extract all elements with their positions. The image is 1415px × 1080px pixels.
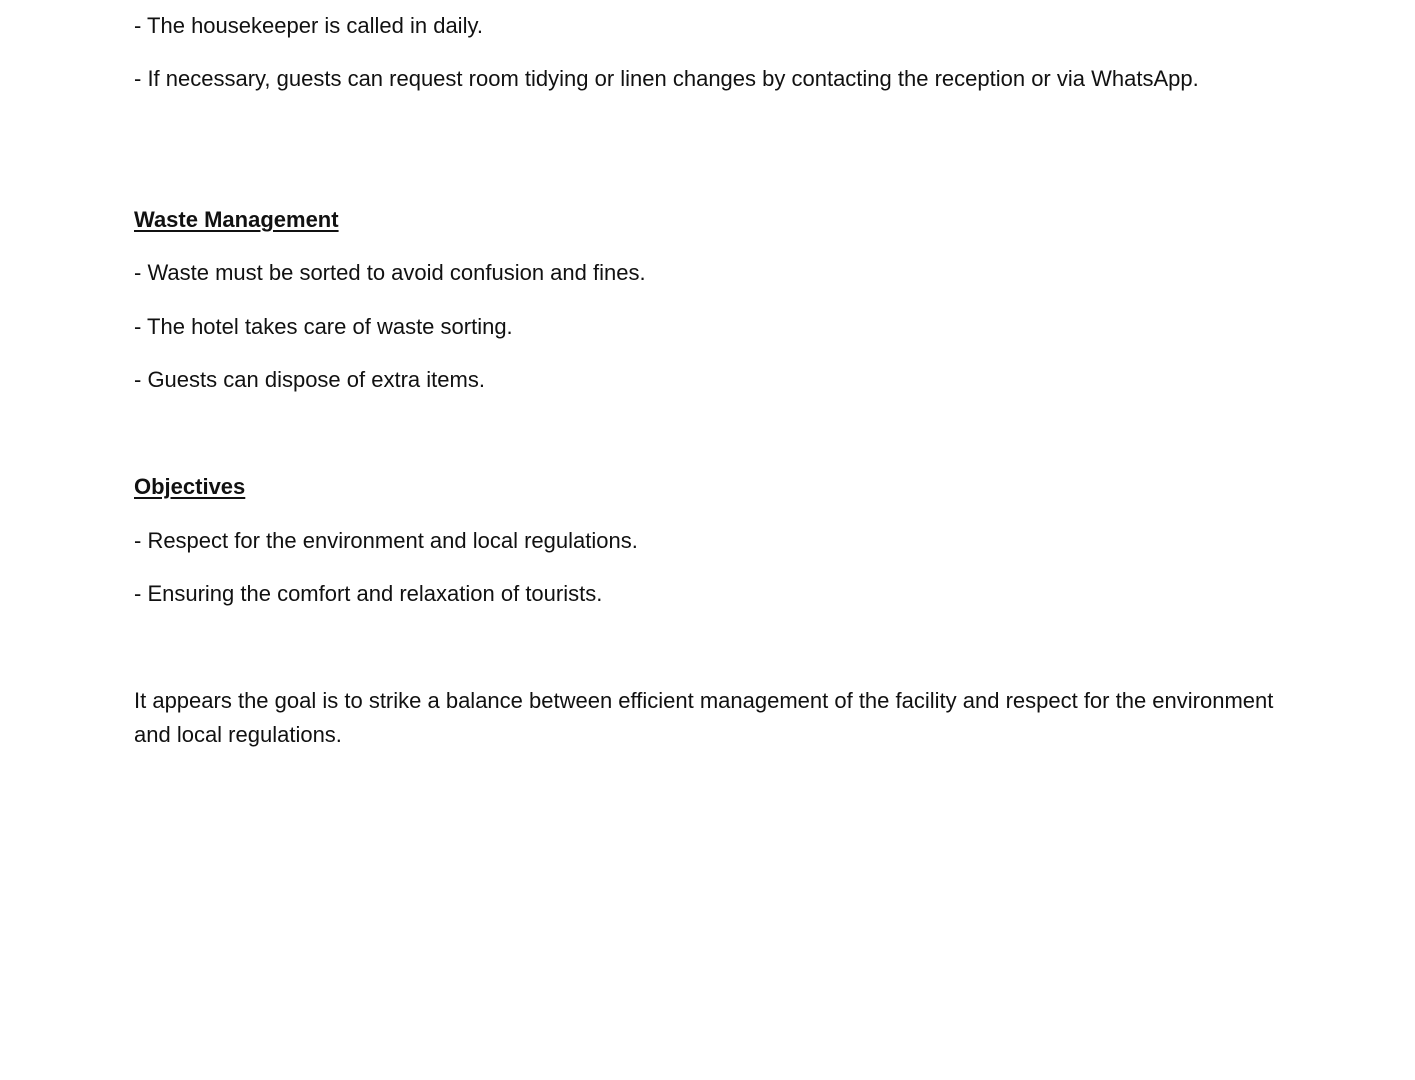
waste-item-hotel-sorting: - The hotel takes care of waste sorting. bbox=[134, 314, 513, 339]
housekeeping-item-request: - If necessary, guests can request room tidying or linen changes by contacting the reception or via WhatsApp. bbox=[134, 66, 1199, 91]
objective-item-comfort: - Ensuring the comfort and relaxation of tourists. bbox=[134, 581, 603, 606]
waste-management-heading: Waste Management bbox=[134, 207, 339, 232]
objectives-heading: Objectives bbox=[134, 474, 246, 499]
conclusion-paragraph: It appears the goal is to strike a balance between efficient management of the facility and respect for the environment and local regulations. bbox=[134, 688, 1274, 747]
objective-item-environment: - Respect for the environment and local regulations. bbox=[134, 528, 638, 553]
housekeeping-item-daily: - The housekeeper is called in daily. bbox=[134, 13, 483, 38]
waste-item-sorted: - Waste must be sorted to avoid confusion and fines. bbox=[134, 260, 646, 285]
waste-item-extra-items: - Guests can dispose of extra items. bbox=[134, 367, 485, 392]
